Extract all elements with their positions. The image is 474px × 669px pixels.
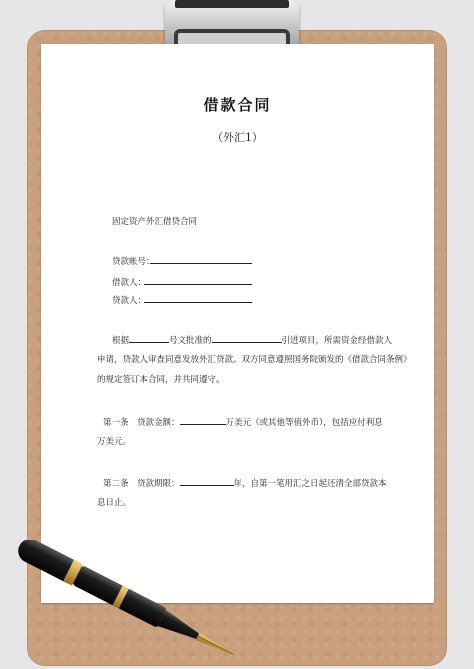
article-1-lead: 第一条 贷款金额：: [103, 418, 180, 428]
article-1-line-1: [103, 416, 383, 428]
document-title: 借款合同: [203, 96, 272, 114]
article-2-line-1: [103, 477, 387, 489]
field-label-lender: 贷款人：: [112, 296, 147, 306]
clip-top-bar: [175, 0, 289, 8]
field-label-borrower: 借款人：: [112, 278, 147, 288]
contract-heading: 固定资产外汇借贷合同: [112, 217, 198, 227]
paragraph-1-line-3: 的规定签订本合同，并共同遵守。: [97, 375, 225, 385]
p1-seg1: 根据: [112, 336, 130, 346]
p1-seg2: 号文批准的: [169, 336, 212, 346]
article-2-tail: 年，自第一笔用汇之日起还清全部贷款本: [233, 479, 387, 489]
contract-paper: [41, 44, 434, 603]
field-label-account: 贷款帐号：: [112, 257, 155, 267]
article-2-line-2: 息日止。: [97, 498, 132, 508]
field-line-account: [150, 263, 252, 264]
paragraph-1-line-1: [112, 334, 392, 346]
blank-approver: [212, 334, 282, 343]
blank-doc-number: [129, 334, 169, 343]
article-2-lead: 第二条 贷款期限：: [103, 479, 180, 489]
article-1-tail: 万美元（或其他等值外币），包括应付利息: [225, 418, 383, 428]
article-1-line-2: 万美元。: [97, 437, 132, 447]
paragraph-1-line-2: 申请，贷款人审查同意发放外汇贷款。双方同意遵照国务院颁发的《借款合同条例》: [97, 355, 412, 365]
field-line-borrower: [144, 284, 252, 285]
document-subtitle: （外汇1）: [212, 131, 263, 144]
p1-seg3: 引进项目，所需资金经借款人: [281, 336, 393, 346]
blank-loan-amount: [180, 416, 226, 425]
blank-loan-term: [180, 477, 234, 486]
field-line-lender: [144, 302, 252, 303]
fountain-pen-image: [0, 540, 260, 669]
